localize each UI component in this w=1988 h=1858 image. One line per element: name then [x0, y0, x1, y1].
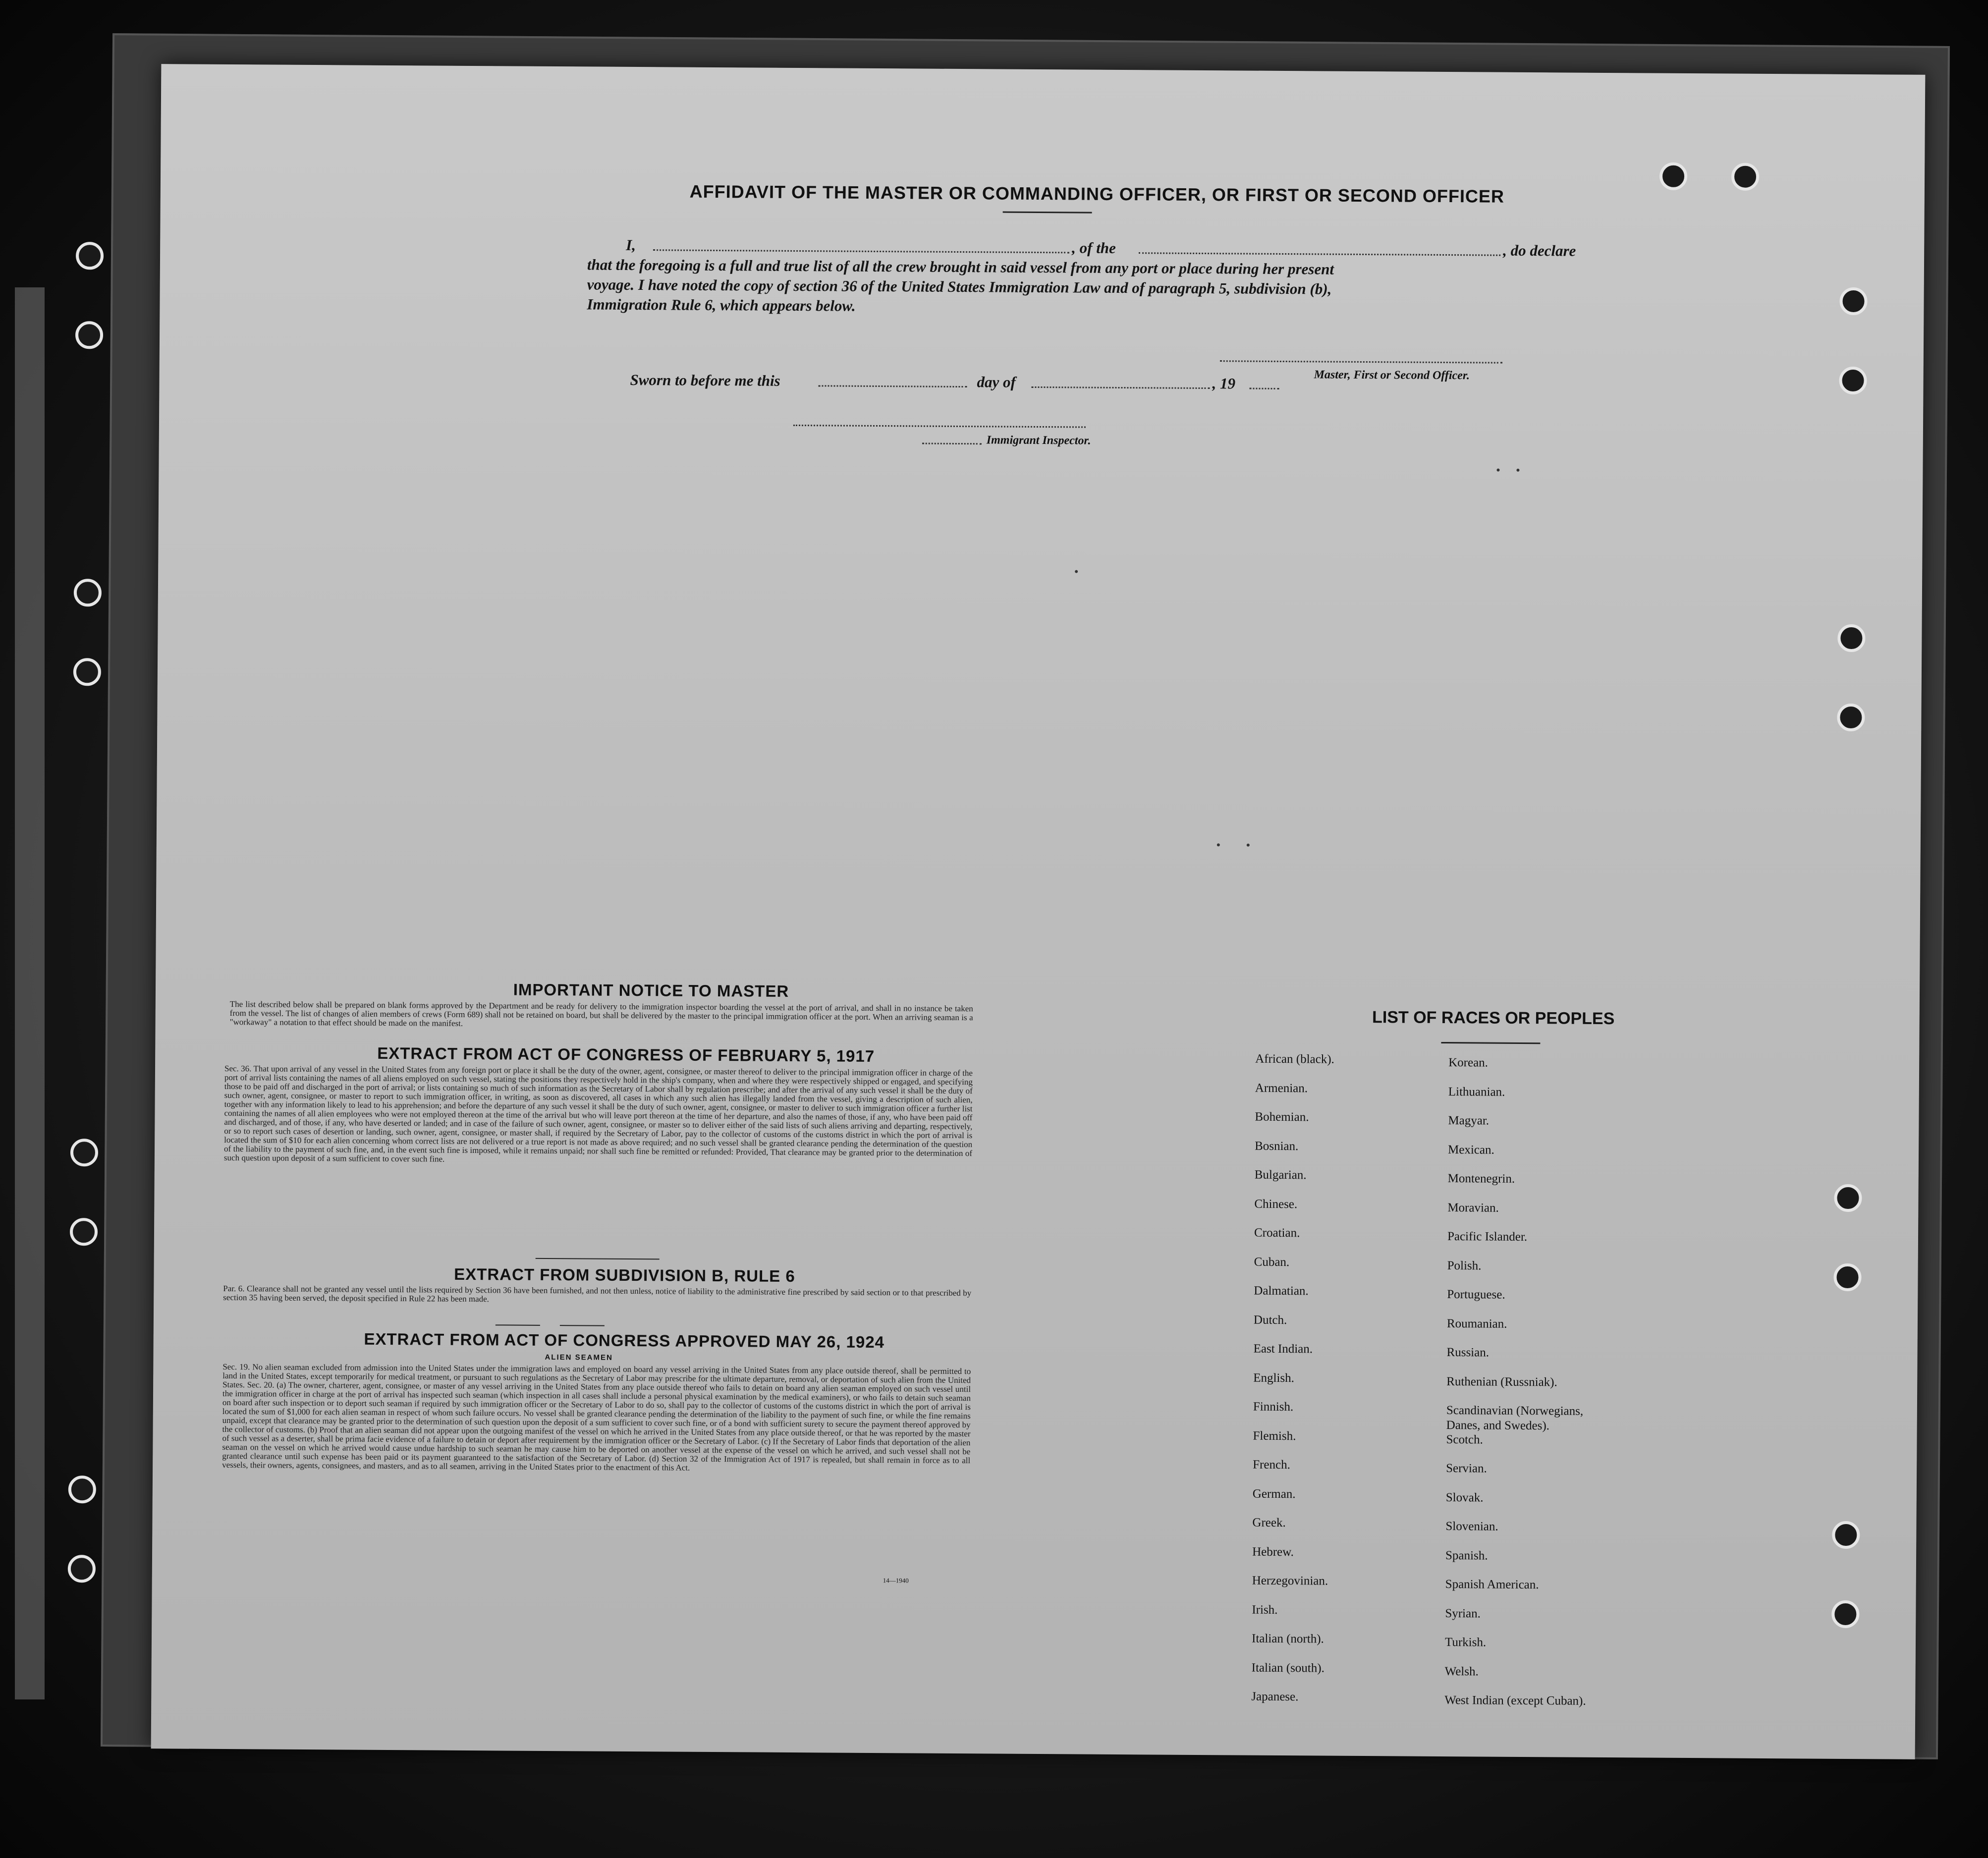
affidavit-of-the: , of the [1072, 239, 1116, 257]
punch-hole-icon [1837, 624, 1865, 652]
race-item: Pacific Islander. [1447, 1230, 1528, 1244]
affidavit-do-declare: , do declare [1503, 241, 1576, 260]
extract-rule-6-title: EXTRACT FROM SUBDIVISION B, RULE 6 [454, 1264, 795, 1286]
punch-hole-icon [74, 579, 102, 606]
race-item: African (black). [1255, 1052, 1334, 1066]
race-item: Bosnian. [1255, 1139, 1299, 1153]
races-title-rule [1441, 1042, 1540, 1044]
inspector-signature-line [793, 425, 1086, 428]
extract-1917-text: Sec. 36. That upon arrival of any vessel in the United States from any foreign port or place it shall be the duty of the owner, agent, consignee, or master thereof to deliver to the principal immigration officer in charge of the port of arrival lists containing the names of all aliens employed on such vessel, stating the positions they respectively hold in the ship's company, when and where they were respectively shipped or engaged, and specifying those to be paid off and discharged in the port of arrival; or lists containing so much of such information as the Secretary of Labor shall by regulation prescribe; and after the arrival of any such vessel it shall be the duty of such owner, agent, consignee, or master to report to such immigration officer, in writing, as soon as discovered, all cases in which any such alien has illegally landed from the vessel, giving a description of such alien, together with any information likely to lead to his apprehension; and before the departure of any such vessel it shall be the duty of such owner, agent, consignee, or master to deliver to such immigration officer a further list containing the names of all alien employees who were not employed thereon at the time of the arrival but who will leave port thereon at the time of her departure, and also the names of those, if any, who have been paid off and discharged, and of those, if any, who have deserted or landed; and in case of the failure of such owner, agent, consignee, or master so to deliver either of the said lists of such aliens arriving and departing, respectively, or so to report such cases of desertion or landing, such owner, agent, consignee, or master shall, if required by the Secretary of Labor, pay to the collector of customs of the customs district in which the port of arrival is located the sum of $10 for each alien concerning whom correct lists are not delivered or a true report is not made as above required; and no such vessel shall be granted clearance pending the determination of the question of the liability to the payment of such fine, and, in the event such fine is imposed, while it remains unpaid; nor shall such fine be remitted or refunded: Provided, That clearance may be granted prior to the determination of such question upon deposit of a sum sufficient to cover such fine. [223, 1063, 973, 1164]
race-item: Irish. [1252, 1603, 1278, 1617]
race-item: Montenegrin. [1447, 1172, 1515, 1186]
race-item: Greek. [1252, 1516, 1286, 1530]
race-item: Roumanian. [1446, 1316, 1507, 1331]
punch-hole-icon [68, 1555, 96, 1583]
inspector-label: Immigrant Inspector. [986, 434, 1091, 447]
master-signature-line [1220, 360, 1502, 363]
punch-hole-icon [1831, 1600, 1859, 1628]
race-item: Cuban. [1254, 1255, 1290, 1269]
races-column-2 [1444, 1055, 1657, 1723]
day-of-label: day of [977, 373, 1016, 391]
punch-hole-icon [1834, 1184, 1862, 1212]
race-item: Lithuanian. [1448, 1085, 1505, 1099]
race-item: Slovak. [1445, 1490, 1484, 1505]
sworn-day-line [818, 385, 967, 387]
race-item: Japanese. [1251, 1690, 1299, 1704]
race-item: Servian. [1446, 1462, 1487, 1475]
extract-1924-text: Sec. 19. No alien seaman excluded from admission into the United States under the immigration laws and employed on board any vessel arriving in the United States from any place outside thereof, shall be permitted to land in the United States, except temporarily for medical treatment, or pursuant to such regulations as the Secretary of Labor may prescribe for the ultimate departure, removal, or deportation of such alien from the United States. Sec. 20. (a) The owner, charterer, agent, consignee, or master of any vessel arriving in the United States from any place outside thereof who fails to detain on board any alien seaman employed on such vessel until the immigration officer in charge at the port of arrival has inspected such seaman (which inspection in all cases shall include a personal physical examination by the medical examiners), or who fails to detain such seaman on board after such inspection or to deport such seaman if required by such immigration officer or the Secretary of Labor to do so, shall pay to the collector of customs of the customs district in which the port of arrival is located the sum of $1,000 for each alien seaman in respect of whom such failure occurs. No vessel shall be granted clearance pending the determination of the liability to the payment of such fine, or while the fine remains unpaid, except that clearance may be granted prior to the determination of such question upon the deposit of a sum sufficient to cover such fine, or of a bond with sufficient surety to secure the payment thereof approved by the collector of customs. (b) Proof that an alien seaman did not appear upon the outgoing manifest of the vessel on which he arrived in the United States from any place outside thereof, or that he was reported by the master of such vessel as a deserter, shall be prima facie evidence of a failure to detain or deport after requirement by the immigration officer or the Secretary of Labor. (c) If the Secretary of Labor finds that deportation of the alien seaman on the vessel on which he arrived would cause undue hardship to such seaman he may cause him to be deported on another vessel at the expense of the vessel on which he arrived, and such vessel shall not be granted clearance until such expense has been paid or its payment guaranteed to the satisfaction of the Secretary of Labor. (d) Section 32 of the Immigration Act of 1917 is repealed, but shall remain in force as to all vessels, their owners, agents, consignees, and masters, and as to all seamen, arriving in the United States prior to the enactment of this Act. [222, 1362, 971, 1473]
title-rule [1003, 212, 1092, 214]
race-item: French. [1253, 1458, 1290, 1472]
race-item: Welsh. [1444, 1664, 1479, 1678]
race-item: Slovenian. [1445, 1520, 1498, 1533]
affidavit-line-2: voyage. I have noted the copy of section 36 of the United States Immigration Law and of paragraph 5, subdivision (b), [587, 275, 1332, 298]
form-number: 14—1940 [883, 1577, 909, 1585]
race-item: East Indian. [1253, 1342, 1313, 1356]
affidavit-title: AFFIDAVIT OF THE MASTER OR COMMANDING OFFICER, OR FIRST OR SECOND OFFICER [689, 181, 1505, 207]
punch-hole-icon [1839, 367, 1867, 394]
race-item: Herzegovinian. [1252, 1574, 1328, 1588]
race-item: Italian (south). [1251, 1661, 1325, 1675]
punch-hole-icon [1832, 1521, 1860, 1549]
race-item: Bohemian. [1255, 1110, 1309, 1124]
races-title: LIST OF RACES OR PEOPLES [1372, 1008, 1615, 1029]
race-item: Dutch. [1253, 1313, 1287, 1327]
race-item: Spanish American. [1445, 1578, 1539, 1592]
race-item: Hebrew. [1252, 1545, 1294, 1559]
race-item: Ruthenian (Russniak). [1446, 1374, 1557, 1389]
race-item: English. [1253, 1371, 1294, 1385]
race-item: Spanish. [1445, 1548, 1488, 1563]
race-item: Korean. [1448, 1056, 1489, 1070]
race-item: Dalmatian. [1254, 1284, 1309, 1298]
sworn-to-label: Sworn to before me this [630, 371, 780, 389]
inspector-prefix-line [922, 443, 982, 445]
punch-hole-icon [76, 242, 104, 270]
race-item: German. [1252, 1487, 1296, 1501]
affidavit-i-label: I, [626, 236, 636, 254]
vessel-field-line [1139, 252, 1500, 256]
race-item: Mexican. [1448, 1143, 1494, 1157]
race-item: Moravian. [1447, 1201, 1499, 1215]
speck [1075, 570, 1078, 573]
notice-title: IMPORTANT NOTICE TO MASTER [513, 980, 789, 1000]
speck [1516, 469, 1519, 472]
speck [1247, 844, 1250, 847]
affidavit-line-1: that the foregoing is a full and true list of all the crew brought in said vessel from any port or place during her present [587, 256, 1334, 278]
section-rule [536, 1258, 660, 1260]
race-item: Finnish. [1253, 1400, 1294, 1414]
speck [1496, 469, 1499, 472]
punch-hole-icon [75, 321, 103, 349]
section-rule [560, 1325, 605, 1326]
race-item: Turkish. [1444, 1636, 1487, 1649]
punch-hole-icon [1839, 287, 1867, 315]
year-prefix: , 19 [1212, 375, 1236, 392]
master-label: Master, First or Second Officer. [1314, 368, 1470, 383]
race-item: Bulgarian. [1254, 1168, 1307, 1182]
race-item: Russian. [1446, 1346, 1490, 1360]
punch-hole-icon [70, 1139, 98, 1166]
race-item: Armenian. [1255, 1081, 1308, 1095]
notice-text: The list described below shall be prepared on blank forms approved by the Department and be ready for delivery to the immigration inspector boarding the vessel at the port of arrival, and shall in no instance be taken from the vessel. The list of changes of alien members of crews (Form 689) shall not be retained on board, but shall be delivered by the master to the principal immigration officer at the port. When an arriving seaman is a "workaway" a notation to that effect should be made on the manifest. [229, 999, 973, 1028]
extract-1924-title: EXTRACT FROM ACT OF CONGRESS APPROVED MAY 26, 1924 [364, 1329, 885, 1352]
race-item: Scotch. [1446, 1432, 1483, 1447]
races-column-1 [1251, 1052, 1443, 1720]
punch-hole-icon [1659, 163, 1687, 190]
film-edge-strip [15, 287, 45, 1699]
punch-hole-icon [68, 1475, 96, 1503]
sworn-month-line [1031, 386, 1210, 389]
punch-hole-icon [73, 658, 101, 686]
punch-hole-icon [1731, 163, 1759, 191]
extract-1917-title: EXTRACT FROM ACT OF CONGRESS OF FEBRUARY 5, 1917 [377, 1043, 875, 1065]
race-item: Portuguese. [1447, 1288, 1505, 1302]
extract-rule-6-text: Par. 6. Clearance shall not be granted any vessel until the lists required by Section 36 have been furnished, and not then unless, notice of liability to the administrative fine prescribed by said section or to that prescribed by section 35 having been served, the deposit specified in Rule 22 has been made. [223, 1283, 972, 1304]
punch-hole-icon [70, 1218, 98, 1246]
race-item: Flemish. [1253, 1429, 1296, 1443]
race-item: Italian (north). [1251, 1632, 1324, 1646]
sworn-year-line [1249, 388, 1279, 389]
race-item: Chinese. [1254, 1197, 1298, 1211]
punch-hole-icon [1833, 1263, 1861, 1291]
manifest-page [151, 64, 1926, 1759]
punch-hole-icon [1837, 704, 1865, 731]
speck [1217, 843, 1220, 846]
race-item: Croatian. [1254, 1226, 1300, 1240]
name-field-line [653, 249, 1069, 253]
race-item: Scandinavian (Norwegians, Danes, and Swedes). [1446, 1404, 1584, 1433]
affidavit-line-3: Immigration Rule 6, which appears below. [587, 295, 856, 315]
race-item: Polish. [1447, 1258, 1482, 1272]
alien-seamen-subtitle: ALIEN SEAMEN [545, 1353, 613, 1362]
race-item: Syrian. [1445, 1606, 1481, 1620]
section-rule [496, 1324, 540, 1326]
race-item: Magyar. [1448, 1114, 1490, 1128]
race-item: West Indian (except Cuban). [1444, 1694, 1586, 1708]
